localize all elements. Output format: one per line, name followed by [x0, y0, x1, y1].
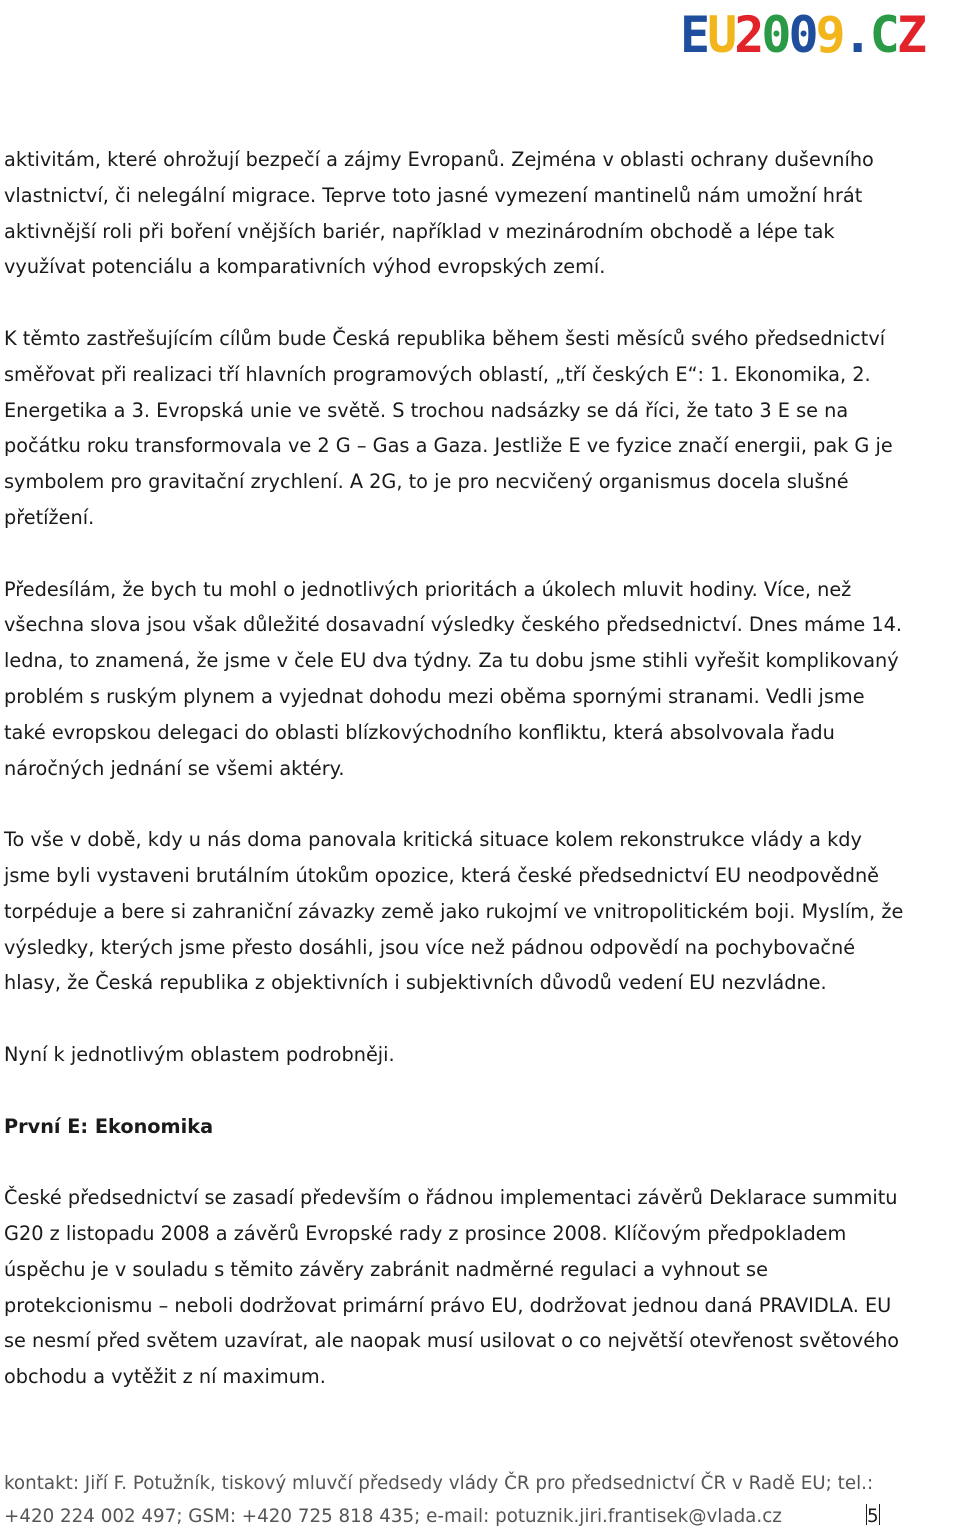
eu2009-logo-graphic: [680, 8, 950, 64]
paragraph: České předsednictví se zasadí především o řádnou implementaci závěrů Deklarace summitu G20 z listopadu 2008 a závěrů Evropské rady z prosince 2008. Klíčovým předpokladem úspěchu je v souladu s těmito závěry zabránit nadměrné regulaci a vyhnout se protekcionismu – neboli dodržovat primární právo EU, dodržovat jednou daná PRAVIDLA. EU se nesmí před světem uzavírat, ale naopak musí usilovat o co největší otevřenost světového obchodu a vytěžit z ní maximum.: [4, 1186, 900, 1389]
paragraph: aktivitám, které ohrožují bezpečí a zájmy Evropanů. Zejména v oblasti ochrany duševního vlastnictví, či nelegální migrace. Teprve toto jasné vymezení mantinelů nám umožní hrát aktivnější roli při boření vnějších bariér, například v mezinárodním obchodě a lépe tak využívat potenciálu a komparativních výhod evropských zemí.: [4, 148, 874, 279]
paragraph: To vše v době, kdy u nás doma panovala kritická situace kolem rekonstrukce vlády a kdy jsme byli vystaveni brutálním útokům opozice, která české předsednictví EU neodpovědně torpéduje a bere si zahraniční závazky země jako rukojmí ve vnitropolitickém boji. Myslím, že výsledky, kterých jsme přesto dosáhli, jsou více než pádnou odpovědí na pochybovačné hlasy, že Česká republika z objektivních i subjektivních důvodů vedení EU nezvládne.: [4, 828, 904, 995]
document-body: [4, 142, 904, 1431]
page-footer: [4, 1467, 914, 1533]
paragraph: Nyní k jednotlivým oblastem podrobněji.: [4, 1042, 395, 1066]
page-number: [866, 1500, 880, 1533]
footer-contact-line: kontakt: Jiří F. Potužník, tiskový mluvčí předsedy vlády ČR pro předsednictví ČR v Radě EU; tel.:: [4, 1473, 874, 1494]
paragraph: K těmto zastřešujícím cílům bude Česká republika během šesti měsíců svého předsednictví směřovat při realizaci tří hlavních programových oblastí, „tří českých E“: 1. Ekonomika, 2. Energetika a 3. Evropská unie ve světě. S trochou nadsázky se dá říci, že tato 3 E se na počátku roku transformovala ve 2 G – Gas a Gaza. Jestliže E ve fyzice značí energii, pak G je symbolem pro gravitační zrychlení. A 2G, to je pro necvičený organismus docela slušné přetížení.: [4, 326, 893, 529]
paragraph: Předesílám, že bych tu mohl o jednotlivých prioritách a úkolech mluvit hodiny. Více, než všechna slova jsou však důležité dosavadní výsledky českého předsednictví. Dnes máme 14. ledna, to znamená, že jsme v čele EU dva týdny. Za tu dobu jsme stihli vyřešit komplikovaný problém s ruským plynem a vyjednat dohodu mezi oběma spornými stranami. Vedli jsme také evropskou delegaci do oblasti blízkovýchodního konfliktu, která absolvovala řadu náročných jednání se všemi aktéry.: [4, 577, 902, 780]
logo-text: EU2009.CZ: [680, 8, 924, 64]
footer-phone-line: [4, 1500, 914, 1533]
footer-phone-text: +420 224 002 497; GSM: +420 725 818 435; e-mail: potuznik.jiri.frantisek@vlada.cz: [4, 1506, 782, 1527]
eu2009-logo: [680, 8, 950, 64]
section-heading: První E: Ekonomika: [4, 1114, 214, 1138]
page-number-value: 5: [867, 1506, 879, 1527]
